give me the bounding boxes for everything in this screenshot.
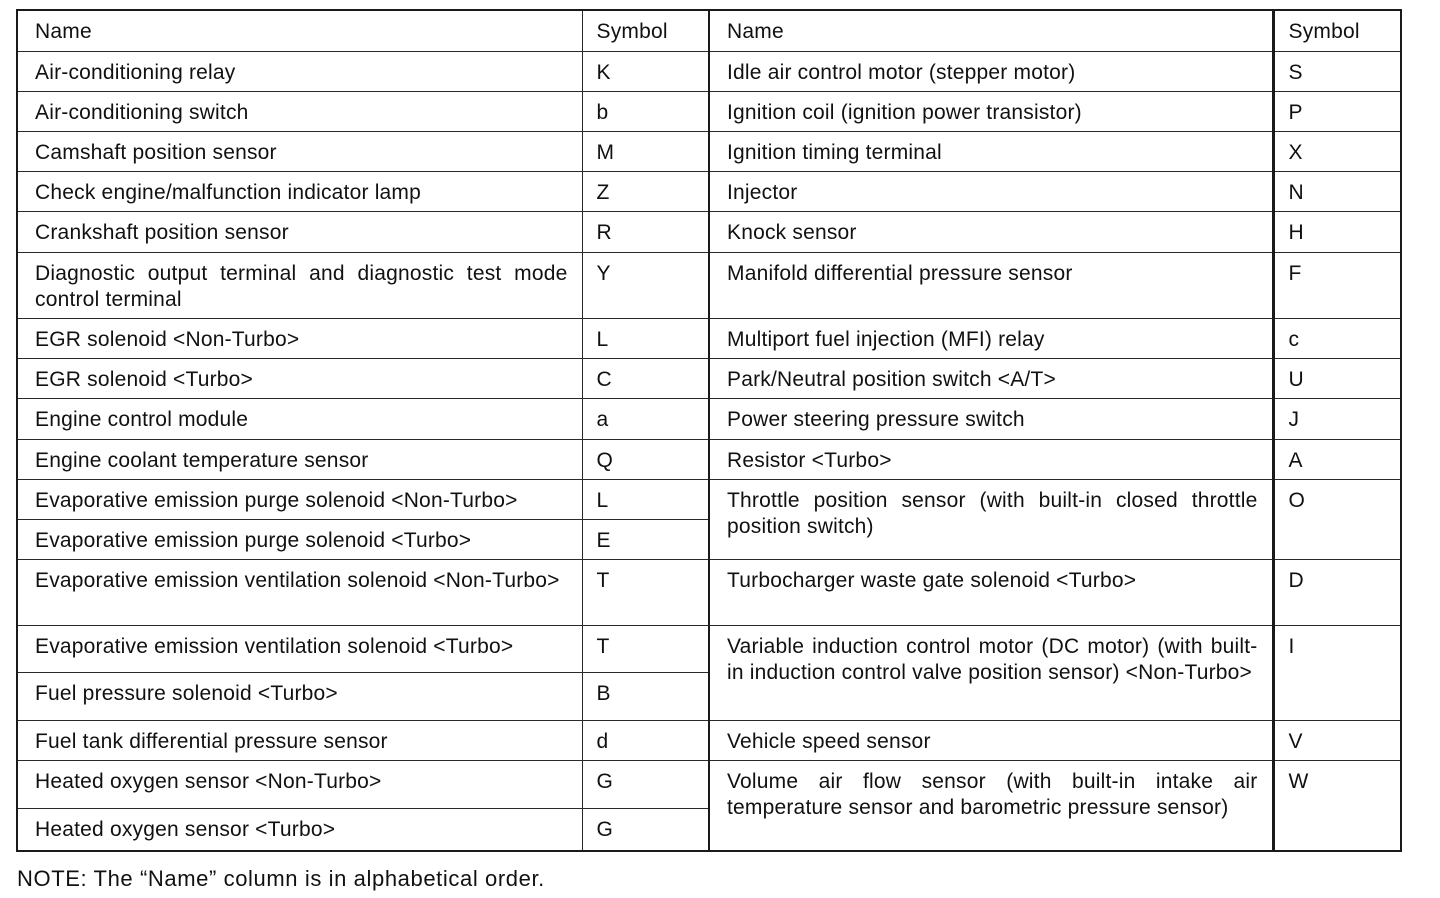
right-name-cell: Manifold differential pressure sensor xyxy=(709,252,1273,318)
left-name-cell: Heated oxygen sensor <Non-Turbo> xyxy=(17,761,582,809)
right-name-cell: Park/Neutral position switch <A/T> xyxy=(709,359,1273,399)
left-name-cell: Air-conditioning relay xyxy=(17,51,582,91)
right-symbol-cell: A xyxy=(1273,439,1401,479)
left-name-cell: Evaporative emission ventilation solenoid <Turbo> xyxy=(17,626,582,672)
table-row xyxy=(17,626,1401,672)
right-symbol-cell: U xyxy=(1273,359,1401,399)
right-symbol-cell: N xyxy=(1273,172,1401,212)
table-row xyxy=(17,172,1401,212)
left-symbol-cell: a xyxy=(582,399,709,439)
table-row xyxy=(17,560,1401,626)
right-symbol-cell: I xyxy=(1273,626,1401,720)
table-row xyxy=(17,318,1401,358)
left-name-cell: EGR solenoid <Turbo> xyxy=(17,359,582,399)
right-symbol-cell: F xyxy=(1273,252,1401,318)
right-name-cell: Throttle position sensor (with built-in closed throttle position switch) xyxy=(709,479,1273,559)
left-name-cell: Heated oxygen sensor <Turbo> xyxy=(17,809,582,851)
left-name-cell: Evaporative emission purge solenoid <Non-Turbo> xyxy=(17,479,582,519)
left-name-cell: Fuel pressure solenoid <Turbo> xyxy=(17,672,582,720)
left-name-header: Name xyxy=(17,10,582,51)
left-name-cell: Air-conditioning switch xyxy=(17,91,582,131)
right-name-cell: Idle air control motor (stepper motor) xyxy=(709,51,1273,91)
right-symbol-cell: W xyxy=(1273,761,1401,852)
right-symbol-cell: J xyxy=(1273,399,1401,439)
table-row xyxy=(17,359,1401,399)
left-symbol-cell: M xyxy=(582,132,709,172)
right-symbol-cell: P xyxy=(1273,91,1401,131)
right-name-cell: Variable induction control motor (DC motor) (with built-in induction control valve position sensor) <Non-Turbo> xyxy=(709,626,1273,720)
left-symbol-cell: d xyxy=(582,720,709,760)
left-symbol-cell: T xyxy=(582,626,709,672)
right-name-cell: Volume air flow sensor (with built-in intake air temperature sensor and barometric pressure sensor) xyxy=(709,761,1273,852)
left-symbol-cell: Z xyxy=(582,172,709,212)
right-name-cell: Vehicle speed sensor xyxy=(709,720,1273,760)
left-symbol-cell: Y xyxy=(582,252,709,318)
table-row xyxy=(17,91,1401,131)
left-name-cell: Camshaft position sensor xyxy=(17,132,582,172)
left-name-cell: Engine control module xyxy=(17,399,582,439)
left-name-cell: Check engine/malfunction indicator lamp xyxy=(17,172,582,212)
left-name-cell: Engine coolant temperature sensor xyxy=(17,439,582,479)
left-name-cell: Evaporative emission ventilation solenoid <Non-Turbo> xyxy=(17,560,582,626)
right-symbol-header: Symbol xyxy=(1273,10,1401,51)
right-name-header: Name xyxy=(709,10,1273,51)
right-name-cell: Power steering pressure switch xyxy=(709,399,1273,439)
right-symbol-cell: X xyxy=(1273,132,1401,172)
table-row xyxy=(17,51,1401,91)
table-row xyxy=(17,252,1401,318)
right-symbol-cell: H xyxy=(1273,212,1401,252)
table-row xyxy=(17,761,1401,809)
table-row xyxy=(17,132,1401,172)
right-name-cell: Resistor <Turbo> xyxy=(709,439,1273,479)
left-symbol-cell: L xyxy=(582,318,709,358)
left-symbol-cell: E xyxy=(582,519,709,559)
right-name-cell: Ignition timing terminal xyxy=(709,132,1273,172)
component-symbol-table xyxy=(16,9,1402,852)
left-name-cell: Diagnostic output terminal and diagnostic test mode control terminal xyxy=(17,252,582,318)
left-symbol-cell: C xyxy=(582,359,709,399)
right-symbol-cell: O xyxy=(1273,479,1401,559)
right-name-cell: Turbocharger waste gate solenoid <Turbo> xyxy=(709,560,1273,626)
left-symbol-cell: Q xyxy=(582,439,709,479)
left-symbol-cell: G xyxy=(582,761,709,809)
right-name-cell: Knock sensor xyxy=(709,212,1273,252)
right-symbol-cell: D xyxy=(1273,560,1401,626)
right-name-cell: Multiport fuel injection (MFI) relay xyxy=(709,318,1273,358)
right-name-cell: Ignition coil (ignition power transistor) xyxy=(709,91,1273,131)
right-name-cell: Injector xyxy=(709,172,1273,212)
table-header-row xyxy=(17,10,1401,51)
right-symbol-cell: c xyxy=(1273,318,1401,358)
component-symbol-table-container xyxy=(16,9,1400,852)
left-symbol-cell: T xyxy=(582,560,709,626)
table-row xyxy=(17,212,1401,252)
left-name-cell: EGR solenoid <Non-Turbo> xyxy=(17,318,582,358)
footnote: NOTE: The “Name” column is in alphabetical order. xyxy=(17,866,545,891)
left-symbol-cell: R xyxy=(582,212,709,252)
right-symbol-cell: S xyxy=(1273,51,1401,91)
left-symbol-cell: B xyxy=(582,672,709,720)
table-row xyxy=(17,399,1401,439)
left-symbol-cell: K xyxy=(582,51,709,91)
left-name-cell: Crankshaft position sensor xyxy=(17,212,582,252)
right-symbol-cell: V xyxy=(1273,720,1401,760)
left-symbol-cell: L xyxy=(582,479,709,519)
left-name-cell: Fuel tank differential pressure sensor xyxy=(17,720,582,760)
left-symbol-cell: G xyxy=(582,809,709,851)
table-row xyxy=(17,720,1401,760)
left-symbol-header: Symbol xyxy=(582,10,709,51)
table-row xyxy=(17,439,1401,479)
left-symbol-cell: b xyxy=(582,91,709,131)
left-name-cell: Evaporative emission purge solenoid <Turbo> xyxy=(17,519,582,559)
table-row xyxy=(17,479,1401,519)
